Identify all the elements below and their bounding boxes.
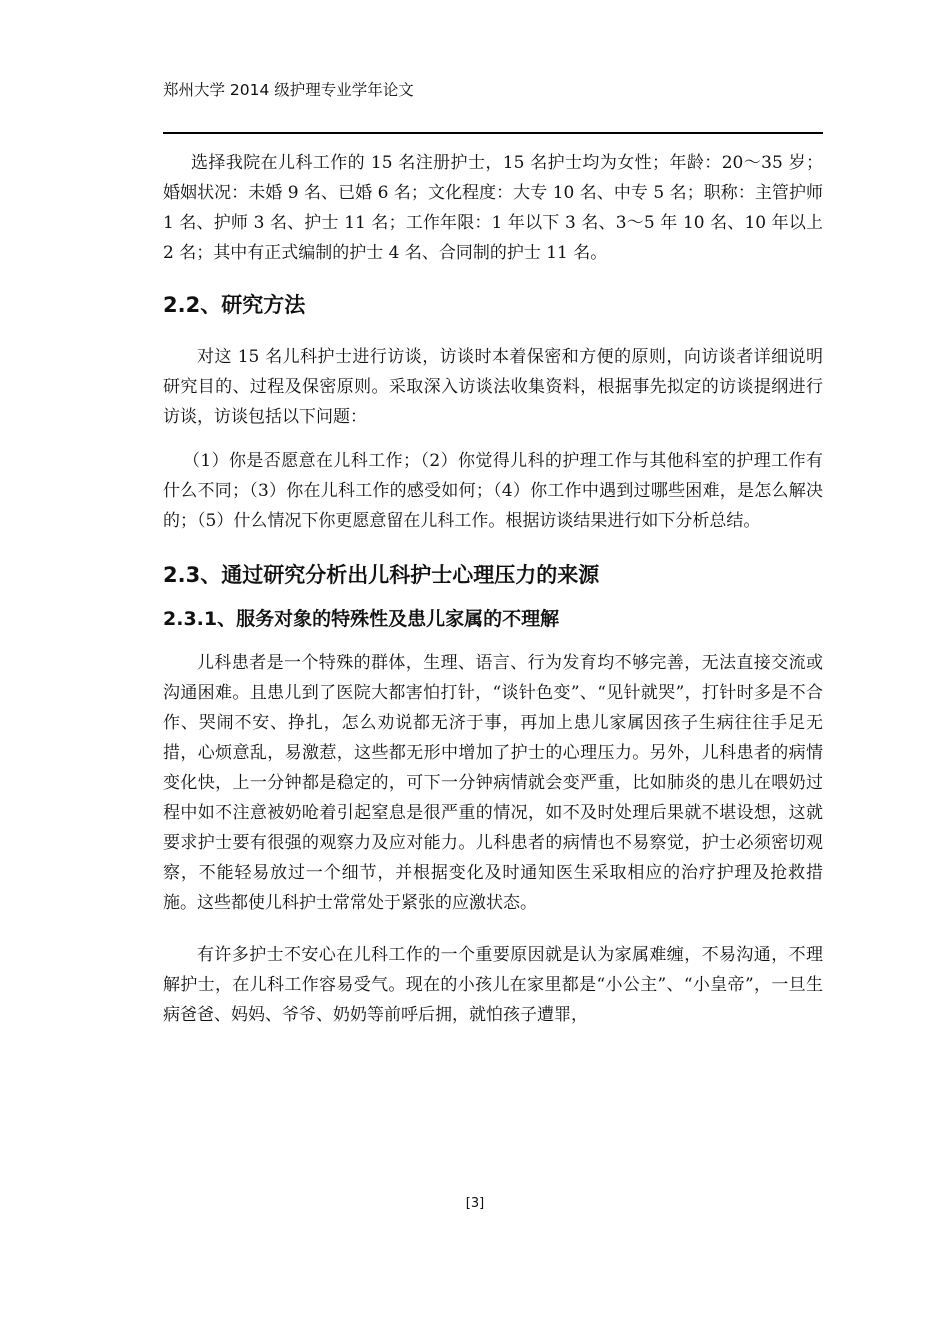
method-paragraph: 对这 15 名儿科护士进行访谈，访谈时本着保密和方便的原则，向访谈者详细说明研究目的、过程及保密原则。采取深入访谈法收集资料，根据事先拟定的访谈提纲进行访谈，访谈包括以下问题： bbox=[163, 347, 823, 427]
header-rule bbox=[163, 132, 823, 134]
families-paragraph: 有许多护士不安心在儿科工作的一个重要原因就是认为家属难缠，不易沟通，不理解护士，在儿科工作容易受气。现在的小孩儿在家里都是“小公主”、“小皇帝”，一旦生病爸爸、妈妈、爷爷、奶奶等前呼后拥，就怕孩子遭罪， bbox=[163, 945, 823, 1025]
running-header: 郑州大学 2014 级护理专业学年论文 bbox=[163, 81, 414, 99]
section-heading-2-3-1: 2.3.1、服务对象的特殊性及患儿家属的不理解 bbox=[163, 608, 560, 630]
section-heading-2-3: 2.3、通过研究分析出儿科护士心理压力的来源 bbox=[163, 563, 600, 587]
patients-paragraph: 儿科患者是一个特殊的群体，生理、语言、行为发育均不够完善，无法直接交流或沟通困难。且患儿到了医院大都害怕打针，“谈针色变”、“见针就哭”，打针时多是不合作、哭闹不安、挣扎，怎么劝说都无济于事，再加上患儿家属因孩子生病往往手足无措，心烦意乱，易激惹，这些都无形中增加了护士的心理压力。另外，儿科患者的病情变化快，上一分钟都是稳定的，可下一分钟病情就会变严重，比如肺炎的患儿在喂奶过程中如不注意被奶呛着引起窒息是很严重的情况，如不及时处理后果就不堪设想，这就要求护士要有很强的观察力及应对能力。儿科患者的病情也不易察觉，护士必须密切观察，不能轻易放过一个细节，并根据变化及时通知医生采取相应的治疗护理及抢救措施。这些都使儿科护士常常处于紧张的应激状态。 bbox=[163, 653, 823, 913]
section-heading-2-2: 2.2、研究方法 bbox=[163, 293, 306, 317]
questions-paragraph: （1）你是否愿意在儿科工作；（2）你觉得儿科的护理工作与其他科室的护理工作有什么不同；（3）你在儿科工作的感受如何；（4）你工作中遇到过哪些困难，是怎么解决的；（5）什么情况下你更愿意留在儿科工作。根据访谈结果进行如下分析总结。 bbox=[163, 451, 823, 531]
page-number: [3] bbox=[465, 1196, 485, 1211]
document-body bbox=[163, 148, 823, 1030]
intro-paragraph: 选择我院在儿科工作的 15 名注册护士，15 名护士均为女性；年龄：20～35 岁；婚姻状况：未婚 9 名、已婚 6 名；文化程度：大专 10 名、中专 5 名；职称：主管护师 1 名、护师 3 名、护士 11 名；工作年限：1 年以下 3 名、3～5 年 10 名、10 年以上 2 名；其中有正式编制的护士 4 名、合同制的护士 11 名。 bbox=[163, 153, 823, 263]
